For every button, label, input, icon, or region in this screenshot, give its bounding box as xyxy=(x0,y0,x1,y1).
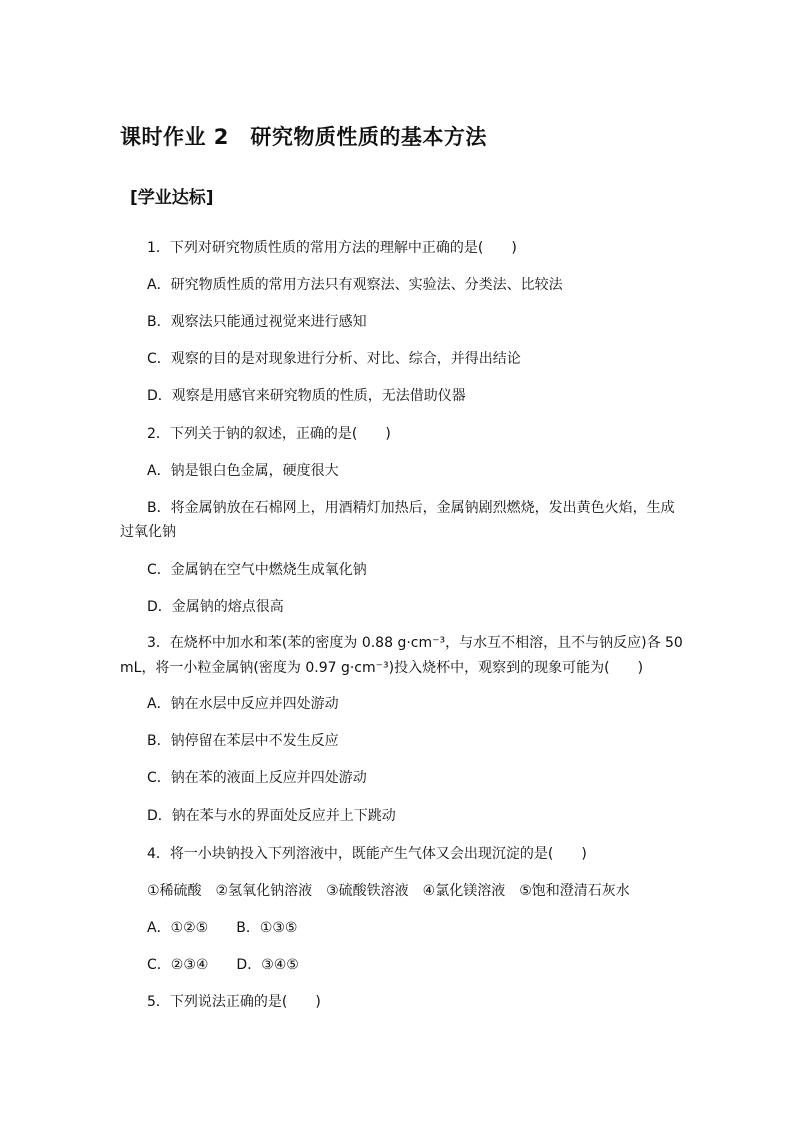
question-2-option-b-continued: 过氧化钠 xyxy=(120,524,176,540)
question-3-option-c: C．钠在苯的液面上反应并四处游动 xyxy=(147,770,367,786)
question-2-stem: 2．下列关于钠的叙述，正确的是( ) xyxy=(147,426,391,442)
question-2-option-a: A．钠是银白色金属，硬度很大 xyxy=(147,463,339,479)
question-4-stem: 4．将一小块钠投入下列溶液中，既能产生气体又会出现沉淀的是( ) xyxy=(147,846,587,862)
question-3-option-b: B．钠停留在苯层中不发生反应 xyxy=(147,733,339,749)
question-1-option-a: A．研究物质性质的常用方法只有观察法、实验法、分类法、比较法 xyxy=(147,277,563,293)
question-1-stem: 1．下列对研究物质性质的常用方法的理解中正确的是( ) xyxy=(147,240,517,256)
question-3-option-a: A．钠在水层中反应并四处游动 xyxy=(147,696,339,712)
question-3-stem-continued: mL，将一小粒金属钠(密度为 0.97 g·cm⁻³)投入烧杯中，观察到的现象可能为( ) xyxy=(120,660,644,676)
question-2-option-b: B．将金属钠放在石棉网上，用酒精灯加热后，金属钠剧烈燃烧，发出黄色火焰，生成 xyxy=(147,500,675,516)
question-4-items: ①稀硫酸 ②氢氧化钠溶液 ③硫酸铁溶液 ④氯化镁溶液 ⑤饱和澄清石灰水 xyxy=(147,883,630,899)
question-2-option-d: D．金属钠的熔点很高 xyxy=(147,599,284,615)
question-2-option-c: C．金属钠在空气中燃烧生成氧化钠 xyxy=(147,562,367,578)
question-1-option-c: C．观察的目的是对现象进行分析、对比、综合，并得出结论 xyxy=(147,351,521,367)
page-title: 课时作业 2 研究物质性质的基本方法 xyxy=(120,125,487,149)
section-heading: [学业达标] xyxy=(130,188,214,208)
question-4-options-cd: C．②③④ D．③④⑤ xyxy=(147,957,299,973)
question-3-option-d: D．钠在苯与水的界面处反应并上下跳动 xyxy=(147,808,396,824)
question-3-stem: 3．在烧杯中加水和苯(苯的密度为 0.88 g·cm⁻³，与水互不相溶，且不与钠反应)各 50 xyxy=(147,635,683,651)
question-1-option-b: B．观察法只能通过视觉来进行感知 xyxy=(147,314,367,330)
question-4-options-ab: A．①②⑤ B．①③⑤ xyxy=(147,920,298,936)
question-5-stem: 5．下列说法正确的是( ) xyxy=(147,994,321,1010)
question-1-option-d: D．观察是用感官来研究物质的性质，无法借助仪器 xyxy=(147,388,466,404)
